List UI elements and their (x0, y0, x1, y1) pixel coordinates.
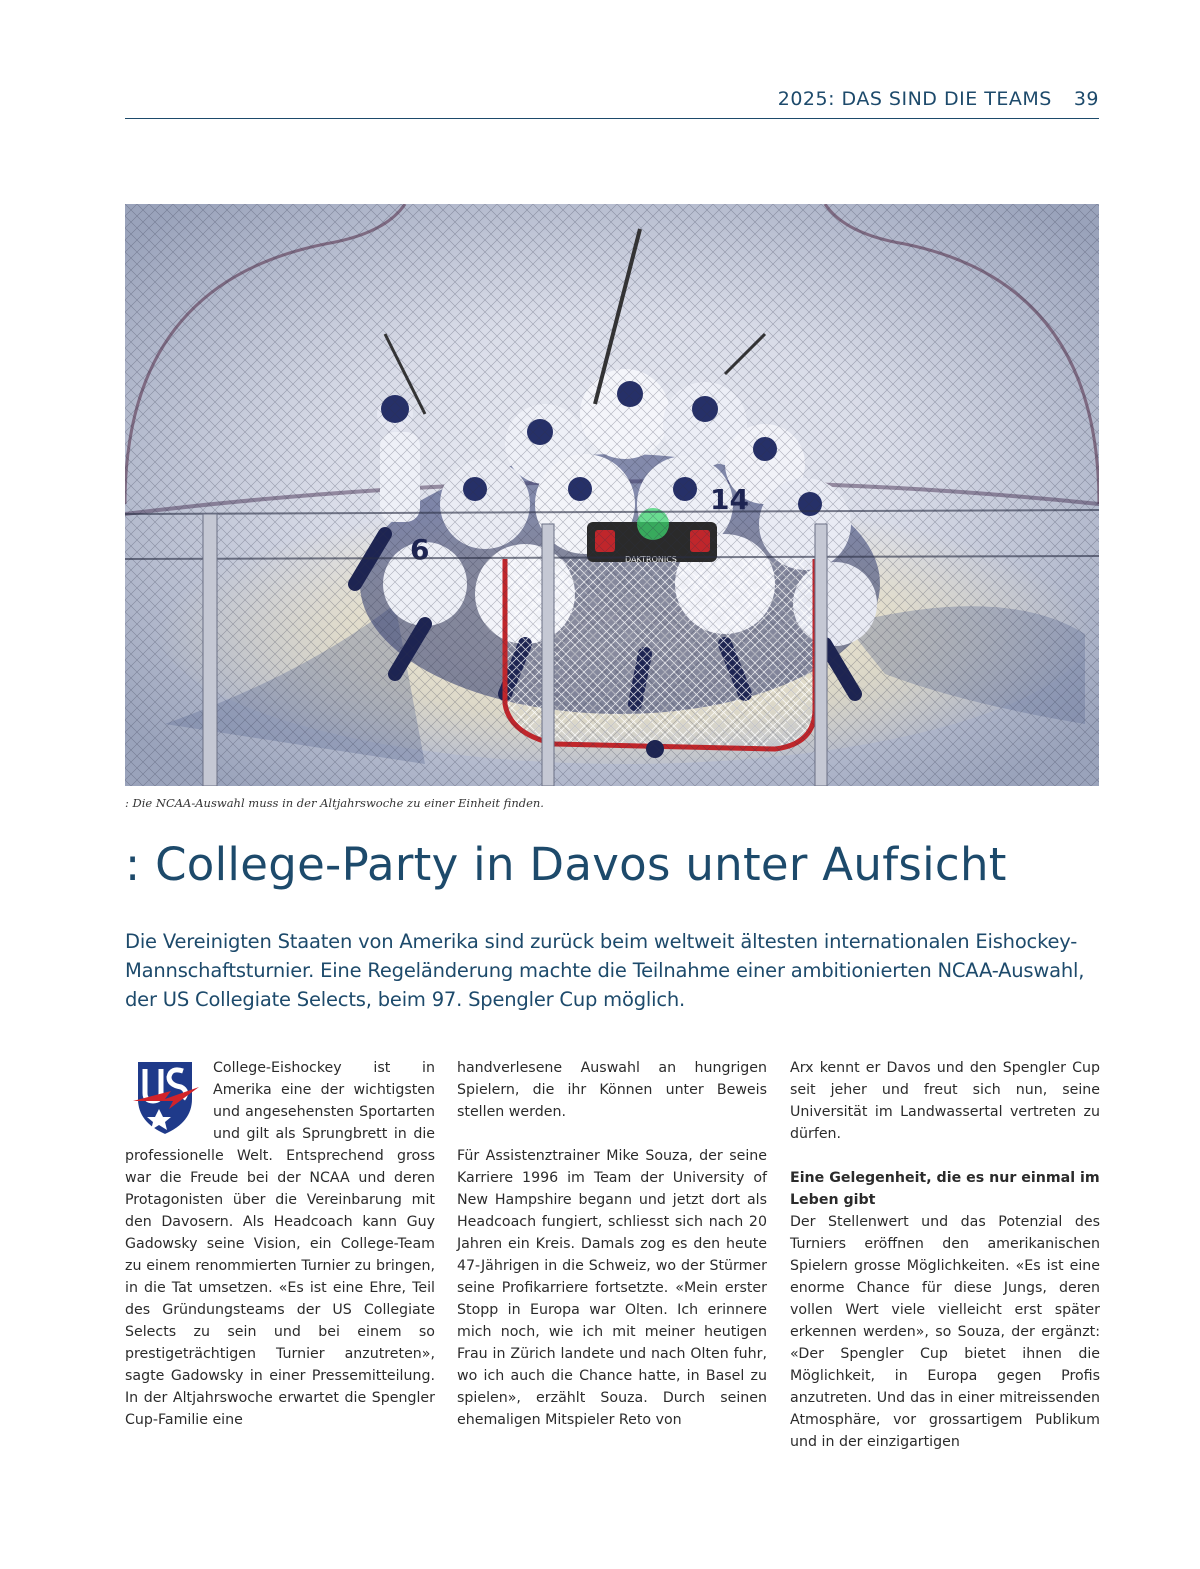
text-column-3 (790, 1057, 1100, 1453)
article-lead: Die Vereinigten Staaten von Amerika sind zurück beim weltweit ältesten internationalen Eishockey-Mannschaftsturnier. Eine Regeländerung machte die Teilnahme einer ambitionierten NCAA-Auswahl, der US Collegiate Selects, beim 97. Spengler Cup möglich. (125, 930, 1085, 1011)
column-2-paragraph-2: Für Assistenztrainer Mike Souza, der seine Karriere 1996 im Team der University of New Hampshire begann und jetzt dort als Headcoach fungiert, schliesst sich nach 20 Jahren ein Kreis. Damals zog es den heute 47-Jährigen in die Schweiz, wo der Stürmer seine Profikarriere fortsetzte. «Mein erster Stopp in Europa war Olten. Ich erinnere mich noch, wie ich mit meiner heutigen Frau in Zürich landete und nach Olten fuhr, wo ich auch die Chance hatte, in Basel zu spielen», erzählt Souza. Durch seinen ehemaligen Mitspieler Reto von (457, 1148, 767, 1428)
column-3-paragraph-2: Der Stellenwert und das Potenzial des Turniers eröffnen den amerikanischen Spielern grosse Möglichkeiten. «Es ist eine enorme Chance für diese Jungs, deren vollen Wert viele vielleicht erst später erkennen werden», so Souza, der ergänzt: «Der Spengler Cup bietet ihnen die Möglichkeit, in Europa gegen Profis anzutreten. Und das in einer mitreissenden Atmosphäre, vor grossartigem Publikum und in der einzigartigen (790, 1214, 1100, 1450)
text-column-1 (125, 1057, 435, 1431)
photo-illustration (125, 204, 1099, 786)
column-2-paragraph-1: handverlesene Auswahl an hungrigen Spielern, die ihr Können unter Beweis stellen werden. (457, 1060, 767, 1120)
page-number: 39 (1073, 88, 1099, 110)
running-header (125, 88, 1099, 119)
text-column-2 (457, 1057, 767, 1431)
photo-caption: : Die NCAA-Auswahl muss in der Altjahrswoche zu einer Einheit finden. (125, 796, 544, 810)
section-title: 2025: DAS SIND DIE TEAMS (777, 88, 1052, 110)
column-3-paragraph-1: Arx kennt er Davos und den Spengler Cup seit jeher und freut sich nun, seine Universität im Landwassertal vertreten zu dürfen. (790, 1060, 1100, 1142)
team-huddle-photo (125, 204, 1099, 786)
column-3-subheading: Eine Gelegenheit, die es nur einmal im Leben gibt (790, 1170, 1100, 1208)
article-headline: : College-Party in Davos unter Aufsicht (125, 838, 1007, 891)
us-collegiate-selects-logo-icon (125, 1057, 205, 1137)
column-1-paragraph: College-Eishockey ist in Amerika eine der wichtigsten und angesehensten Sportarten und gilt als Sprungbrett in die professionelle Welt. Entsprechend gross war die Freude bei der NCAA und deren Protagonisten über die Vereinbarung mit den Davosern. Als Headcoach kann Guy Gadowsky seine Vision, ein College-Team zu einem renommierten Turnier zu bringen, in die Tat umsetzen. «Es ist eine Ehre, Teil des Gründungsteams der US Collegiate Selects zu sein und bei einem so prestigeträchtigen Turnier anzutreten», sagte Gadowsky in einer Pressemitteilung. In der Altjahrswoche erwartet die Spengler Cup-Familie eine (125, 1060, 435, 1428)
